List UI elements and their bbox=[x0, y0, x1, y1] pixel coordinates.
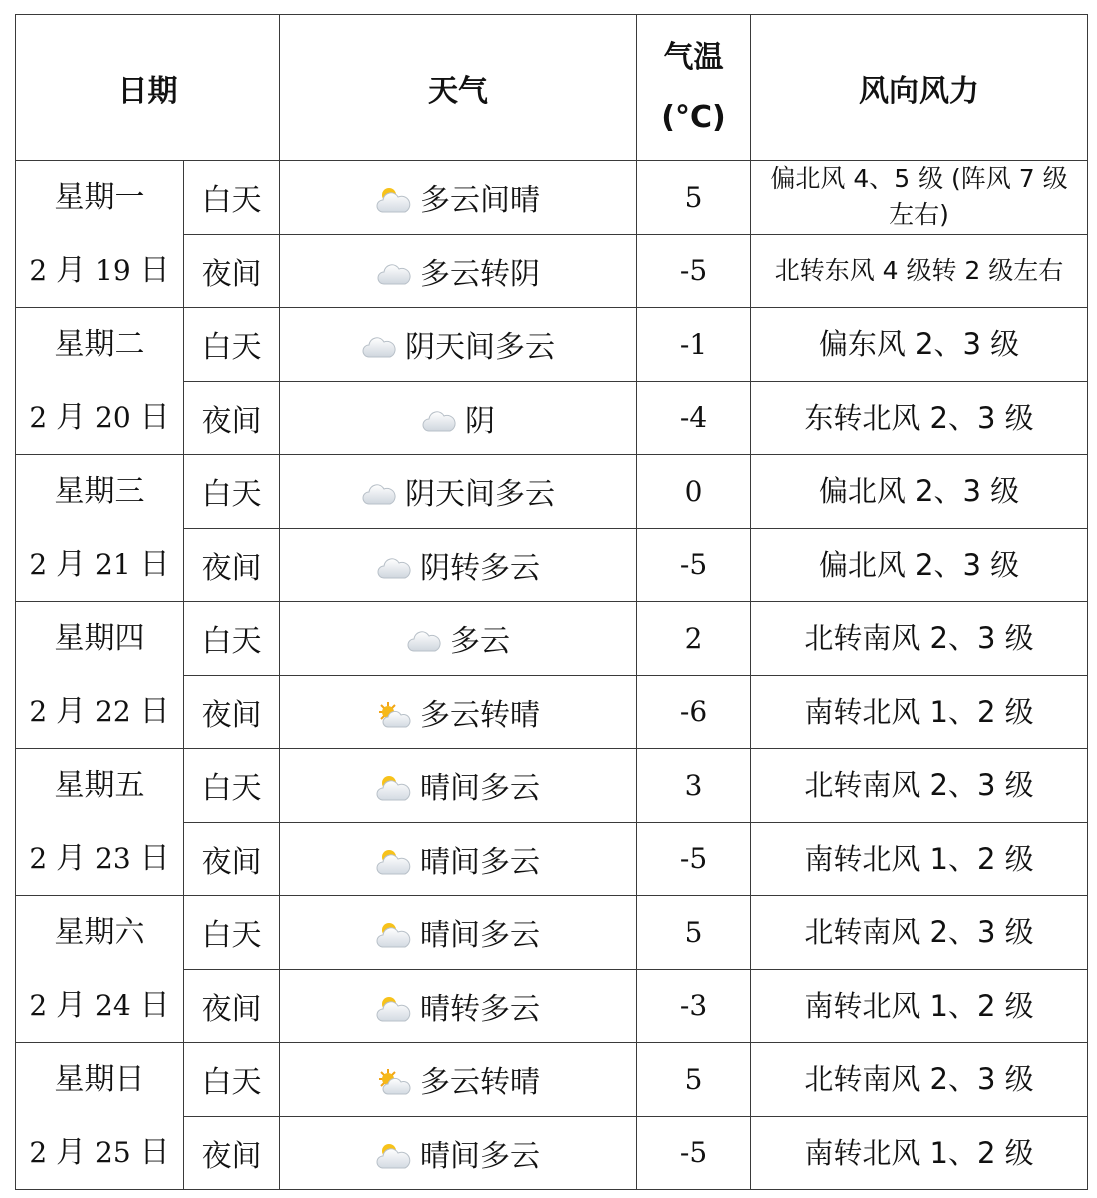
sun-behind-cloud-icon bbox=[376, 1068, 412, 1096]
wind-cell: 南转北风 1、2 级 bbox=[751, 1116, 1088, 1190]
month-char: 月 bbox=[56, 1135, 87, 1170]
weather-cell bbox=[280, 969, 637, 1043]
wind-cell: 偏东风 2、3 级 bbox=[751, 308, 1088, 382]
weather-cell bbox=[280, 161, 637, 235]
period-cell: 夜间 bbox=[184, 381, 280, 455]
period-cell: 夜间 bbox=[184, 822, 280, 896]
period-cell: 白天 bbox=[184, 896, 280, 970]
day-char: 日 bbox=[139, 400, 170, 435]
weather-condition: 多云间晴 bbox=[420, 183, 540, 219]
weather-cell bbox=[280, 308, 637, 382]
wind-cell: 东转北风 2、3 级 bbox=[751, 381, 1088, 455]
day-number: 21 bbox=[95, 548, 131, 581]
date-cell bbox=[16, 161, 184, 308]
temperature-cell: 0 bbox=[637, 455, 751, 529]
month-number: 2 bbox=[29, 1136, 48, 1169]
temperature-cell: -4 bbox=[637, 381, 751, 455]
date-cell bbox=[16, 896, 184, 1043]
weather-cell bbox=[280, 749, 637, 823]
day-char: 日 bbox=[139, 1135, 170, 1170]
month-number: 2 bbox=[29, 695, 48, 728]
temperature-cell: -5 bbox=[637, 234, 751, 308]
day-char: 日 bbox=[139, 841, 170, 876]
weekday-label: 星期五 bbox=[54, 768, 145, 803]
temperature-cell: 2 bbox=[637, 602, 751, 676]
weather-cell bbox=[280, 602, 637, 676]
header-date: 日期 bbox=[16, 15, 280, 161]
date-cell bbox=[16, 455, 184, 602]
calendar-date bbox=[16, 381, 183, 454]
weekday-label: 星期四 bbox=[54, 621, 145, 656]
header-weather: 天气 bbox=[280, 15, 637, 161]
temperature-cell: 5 bbox=[637, 896, 751, 970]
weather-cell bbox=[280, 1043, 637, 1117]
temperature-cell: -1 bbox=[637, 308, 751, 382]
date-cell bbox=[16, 749, 184, 896]
table-row bbox=[16, 602, 1088, 676]
day-number: 22 bbox=[95, 695, 131, 728]
header-row bbox=[16, 15, 1088, 161]
weekday-label: 星期日 bbox=[54, 1062, 145, 1097]
calendar-date bbox=[16, 528, 183, 601]
weather-condition: 晴间多云 bbox=[420, 918, 540, 954]
weather-cell bbox=[280, 675, 637, 749]
period-cell: 白天 bbox=[184, 308, 280, 382]
cloud-sun-icon bbox=[376, 921, 412, 949]
month-char: 月 bbox=[56, 694, 87, 729]
weather-condition: 阴 bbox=[465, 403, 495, 439]
month-number: 2 bbox=[29, 989, 48, 1022]
temperature-cell: -5 bbox=[637, 1116, 751, 1190]
table-body bbox=[16, 161, 1088, 1190]
period-cell: 白天 bbox=[184, 602, 280, 676]
header-wind: 风向风力 bbox=[751, 15, 1088, 161]
wind-cell: 偏北风 4、5 级 (阵风 7 级左右) bbox=[751, 161, 1088, 235]
wind-cell: 南转北风 1、2 级 bbox=[751, 822, 1088, 896]
cloud-icon bbox=[376, 260, 412, 288]
weather-cell bbox=[280, 234, 637, 308]
cloud-icon bbox=[406, 627, 442, 655]
header-temperature-label: 气温 bbox=[663, 39, 724, 75]
date-cell bbox=[16, 602, 184, 749]
weather-condition: 多云转晴 bbox=[420, 1065, 540, 1101]
weather-condition: 多云转阴 bbox=[420, 256, 540, 292]
cloud-icon bbox=[361, 333, 397, 361]
month-char: 月 bbox=[56, 253, 87, 288]
day-number: 25 bbox=[95, 1136, 131, 1169]
period-cell: 夜间 bbox=[184, 1116, 280, 1190]
period-cell: 白天 bbox=[184, 161, 280, 235]
wind-cell: 北转南风 2、3 级 bbox=[751, 749, 1088, 823]
header-temperature bbox=[637, 15, 751, 161]
temperature-cell: -5 bbox=[637, 528, 751, 602]
header-temperature-unit: (°C) bbox=[661, 99, 726, 135]
weekday-label: 星期二 bbox=[54, 327, 145, 362]
period-cell: 夜间 bbox=[184, 675, 280, 749]
temperature-cell: -5 bbox=[637, 822, 751, 896]
day-number: 24 bbox=[95, 989, 131, 1022]
period-cell: 白天 bbox=[184, 1043, 280, 1117]
table-row bbox=[16, 749, 1088, 823]
weekday-label: 星期六 bbox=[54, 915, 145, 950]
weekday-label: 星期三 bbox=[54, 474, 145, 509]
weather-cell bbox=[280, 896, 637, 970]
day-char: 日 bbox=[139, 253, 170, 288]
wind-cell: 偏北风 2、3 级 bbox=[751, 455, 1088, 529]
day-number: 19 bbox=[95, 254, 131, 287]
cloud-sun-icon bbox=[376, 774, 412, 802]
weekday-label: 星期一 bbox=[54, 180, 145, 215]
weather-cell bbox=[280, 455, 637, 529]
cloud-icon bbox=[376, 554, 412, 582]
wind-cell: 北转南风 2、3 级 bbox=[751, 1043, 1088, 1117]
calendar-date bbox=[16, 1116, 183, 1189]
period-cell: 夜间 bbox=[184, 969, 280, 1043]
date-cell bbox=[16, 308, 184, 455]
weather-condition: 晴间多云 bbox=[420, 844, 540, 880]
calendar-date bbox=[16, 675, 183, 748]
temperature-cell: -6 bbox=[637, 675, 751, 749]
weather-condition: 晴间多云 bbox=[420, 771, 540, 807]
temperature-cell: -3 bbox=[637, 969, 751, 1043]
weather-condition: 阴天间多云 bbox=[405, 330, 555, 366]
wind-cell: 北转南风 2、3 级 bbox=[751, 896, 1088, 970]
month-number: 2 bbox=[29, 842, 48, 875]
period-cell: 白天 bbox=[184, 749, 280, 823]
wind-cell: 北转南风 2、3 级 bbox=[751, 602, 1088, 676]
month-char: 月 bbox=[56, 988, 87, 1023]
cloud-sun-icon bbox=[376, 995, 412, 1023]
weather-condition: 阴天间多云 bbox=[405, 477, 555, 513]
weather-forecast-table bbox=[15, 14, 1088, 1190]
calendar-date bbox=[16, 234, 183, 307]
cloud-icon bbox=[421, 407, 457, 435]
day-number: 20 bbox=[95, 401, 131, 434]
weather-condition: 阴转多云 bbox=[420, 550, 540, 586]
table-row bbox=[16, 308, 1088, 382]
month-char: 月 bbox=[56, 547, 87, 582]
month-number: 2 bbox=[29, 401, 48, 434]
cloud-icon bbox=[361, 480, 397, 508]
table-row bbox=[16, 161, 1088, 235]
month-char: 月 bbox=[56, 841, 87, 876]
month-char: 月 bbox=[56, 400, 87, 435]
month-number: 2 bbox=[29, 548, 48, 581]
wind-cell: 偏北风 2、3 级 bbox=[751, 528, 1088, 602]
day-char: 日 bbox=[139, 988, 170, 1023]
date-cell bbox=[16, 1043, 184, 1190]
weather-condition: 多云 bbox=[450, 624, 510, 660]
weather-cell bbox=[280, 381, 637, 455]
calendar-date bbox=[16, 822, 183, 895]
calendar-date bbox=[16, 969, 183, 1042]
temperature-cell: 5 bbox=[637, 1043, 751, 1117]
weather-condition: 晴间多云 bbox=[420, 1138, 540, 1174]
table-header bbox=[16, 15, 1088, 161]
cloud-sun-icon bbox=[376, 1142, 412, 1170]
wind-cell: 北转东风 4 级转 2 级左右 bbox=[751, 234, 1088, 308]
table-row bbox=[16, 455, 1088, 529]
day-char: 日 bbox=[139, 547, 170, 582]
wind-cell: 南转北风 1、2 级 bbox=[751, 969, 1088, 1043]
table-row bbox=[16, 896, 1088, 970]
temperature-cell: 5 bbox=[637, 161, 751, 235]
weather-condition: 多云转晴 bbox=[420, 697, 540, 733]
sun-behind-cloud-icon bbox=[376, 701, 412, 729]
weather-cell bbox=[280, 528, 637, 602]
weather-cell bbox=[280, 1116, 637, 1190]
cloud-sun-icon bbox=[376, 186, 412, 214]
month-number: 2 bbox=[29, 254, 48, 287]
period-cell: 白天 bbox=[184, 455, 280, 529]
weather-condition: 晴转多云 bbox=[420, 991, 540, 1027]
weather-cell bbox=[280, 822, 637, 896]
table-row bbox=[16, 1043, 1088, 1117]
period-cell: 夜间 bbox=[184, 234, 280, 308]
wind-cell: 南转北风 1、2 级 bbox=[751, 675, 1088, 749]
period-cell: 夜间 bbox=[184, 528, 280, 602]
temperature-cell: 3 bbox=[637, 749, 751, 823]
day-char: 日 bbox=[139, 694, 170, 729]
cloud-sun-icon bbox=[376, 848, 412, 876]
day-number: 23 bbox=[95, 842, 131, 875]
